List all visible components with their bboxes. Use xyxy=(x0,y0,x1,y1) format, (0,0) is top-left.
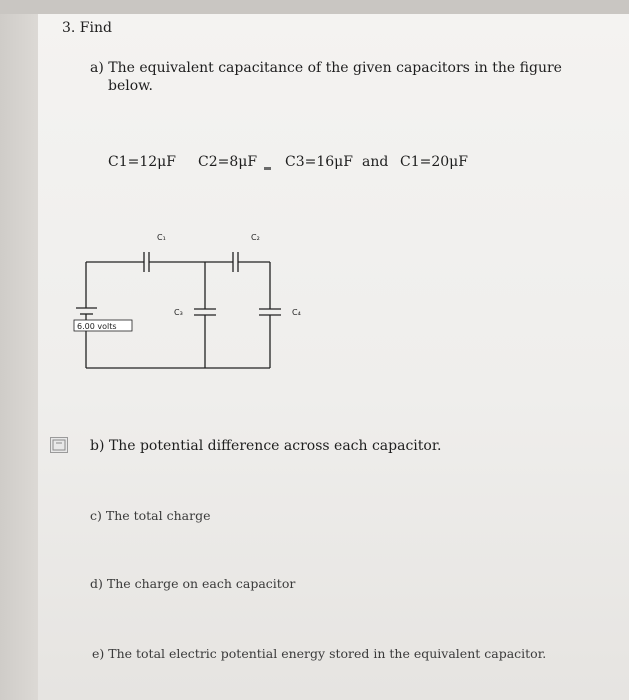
circuit-diagram xyxy=(70,222,310,382)
battery-label: 6.00 volts xyxy=(77,322,117,331)
value-c3: C3=16μF xyxy=(285,154,353,170)
label-c3: C₃ xyxy=(174,308,183,317)
label-c1: C₁ xyxy=(157,233,166,242)
separator-mark xyxy=(264,167,271,170)
value-c4: C1=20μF xyxy=(400,154,468,170)
value-c2: C2=8μF xyxy=(198,154,258,170)
part-a-line1: a) The equivalent capacitance of the given capacitors in the figure xyxy=(90,60,562,76)
label-c4: C₄ xyxy=(292,308,301,317)
question-title: 3. Find xyxy=(62,20,112,36)
part-a-line2: below. xyxy=(108,78,153,94)
label-c2: C₂ xyxy=(251,233,260,242)
left-margin xyxy=(0,14,38,700)
value-and: and xyxy=(362,154,389,170)
answer-checkbox[interactable] xyxy=(50,437,68,453)
checkbox-icon xyxy=(52,439,66,451)
part-b: b) The potential difference across each capacitor. xyxy=(90,438,442,454)
part-c: c) The total charge xyxy=(90,508,211,523)
value-c1: C1=12μF xyxy=(108,154,176,170)
top-edge xyxy=(0,0,629,14)
part-e: e) The total electric potential energy stored in the equivalent capacitor. xyxy=(92,646,547,661)
part-d: d) The charge on each capacitor xyxy=(90,576,296,591)
